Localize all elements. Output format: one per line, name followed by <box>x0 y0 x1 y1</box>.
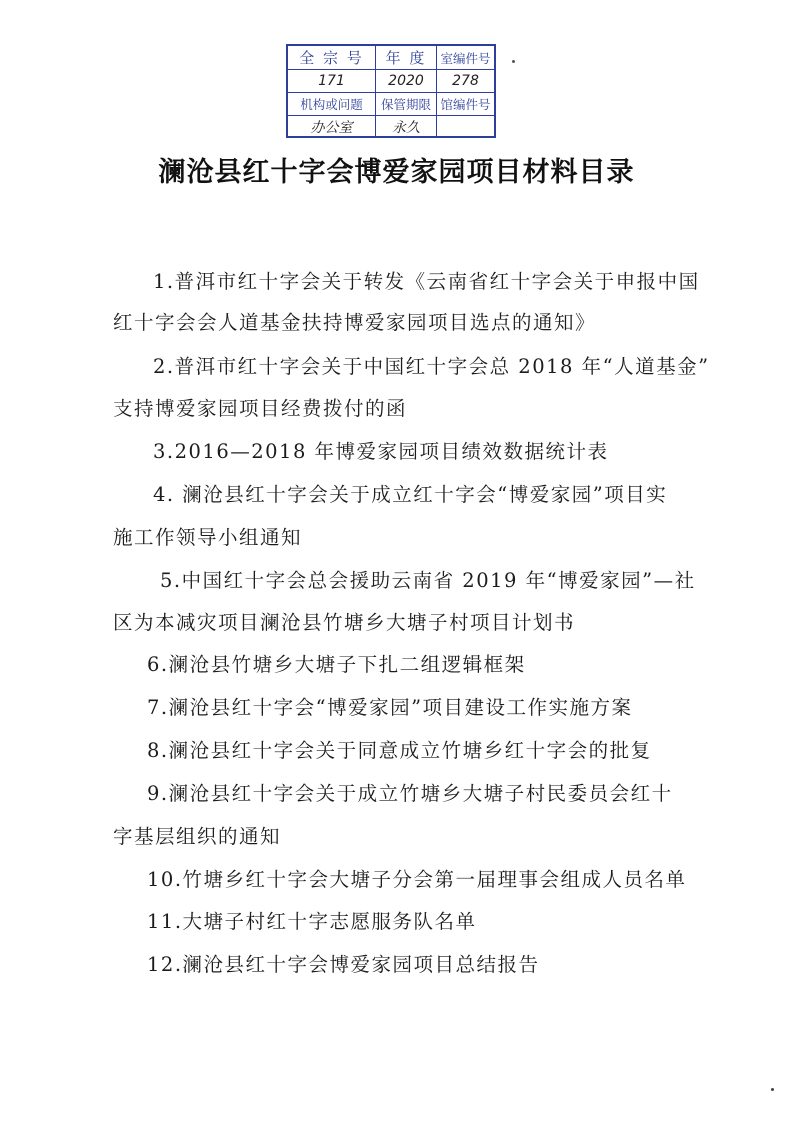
list-item-12: 12.澜沧县红十字会博爱家园项目总结报告 <box>147 953 540 976</box>
stamp-value-retention: 永久 <box>376 116 437 138</box>
list-item-1-line-2: 红十字会会人道基金扶持博爱家园项目选点的通知》 <box>113 311 597 334</box>
list-item-4-line-1: 4. 澜沧县红十字会关于成立红十字会“博爱家园”项目实 <box>153 483 668 506</box>
list-item-8: 8.澜沧县红十字会关于同意成立竹塘乡红十字会的批复 <box>147 739 652 762</box>
stamp-header-year: 年 度 <box>376 46 437 70</box>
list-item-9-line-1: 9.澜沧县红十字会关于成立竹塘乡大塘子村民委员会红十 <box>147 782 673 805</box>
stamp-value-hall-no <box>437 116 494 138</box>
page-title: 澜沧县红十字会博爱家园项目材料目录 <box>158 157 635 188</box>
stamp-value-year: 2020 <box>376 70 437 93</box>
list-item-1-line-1: 1.普洱市红十字会关于转发《云南省红十字会关于申报中国 <box>153 270 700 293</box>
list-item-5-line-1: 5.中国红十字会总会援助云南省 2019 年“博爱家园”—社 <box>160 569 696 592</box>
list-item-11: 11.大塘子村红十字志愿服务队名单 <box>147 910 477 933</box>
stamp-value-fonds-no: 171 <box>288 70 376 93</box>
stamp-header-hall-no: 馆编件号 <box>437 93 494 116</box>
list-item-3: 3.2016—2018 年博爱家园项目绩效数据统计表 <box>153 440 609 463</box>
list-item-4-line-2: 施工作领导小组通知 <box>113 526 303 549</box>
stamp-header-room-no: 室编件号 <box>437 46 494 70</box>
list-item-7: 7.澜沧县红十字会“博爱家园”项目建设工作实施方案 <box>147 696 633 719</box>
list-item-6: 6.澜沧县竹塘乡大塘子下扎二组逻辑框架 <box>147 653 526 676</box>
scan-speck <box>771 1088 774 1091</box>
list-item-10: 10.竹塘乡红十字会大塘子分会第一届理事会组成人员名单 <box>147 868 687 891</box>
list-item-5-line-2: 区为本减灾项目澜沧县竹塘乡大塘子村项目计划书 <box>113 611 576 634</box>
stamp-header-retention: 保管期限 <box>376 93 437 116</box>
list-item-9-line-2: 字基层组织的通知 <box>113 825 282 848</box>
stamp-value-room-no: 278 <box>437 70 494 93</box>
scan-speck <box>512 60 515 63</box>
list-item-2-line-1: 2.普洱市红十字会关于中国红十字会总 2018 年“人道基金” <box>153 355 710 378</box>
stamp-header-fonds-no: 全 宗 号 <box>288 46 376 70</box>
stamp-header-org: 机构或问题 <box>288 93 376 116</box>
archive-stamp <box>286 44 496 138</box>
list-item-2-line-2: 支持博爱家园项目经费拨付的函 <box>113 397 408 420</box>
stamp-value-org: 办公室 <box>288 116 376 138</box>
